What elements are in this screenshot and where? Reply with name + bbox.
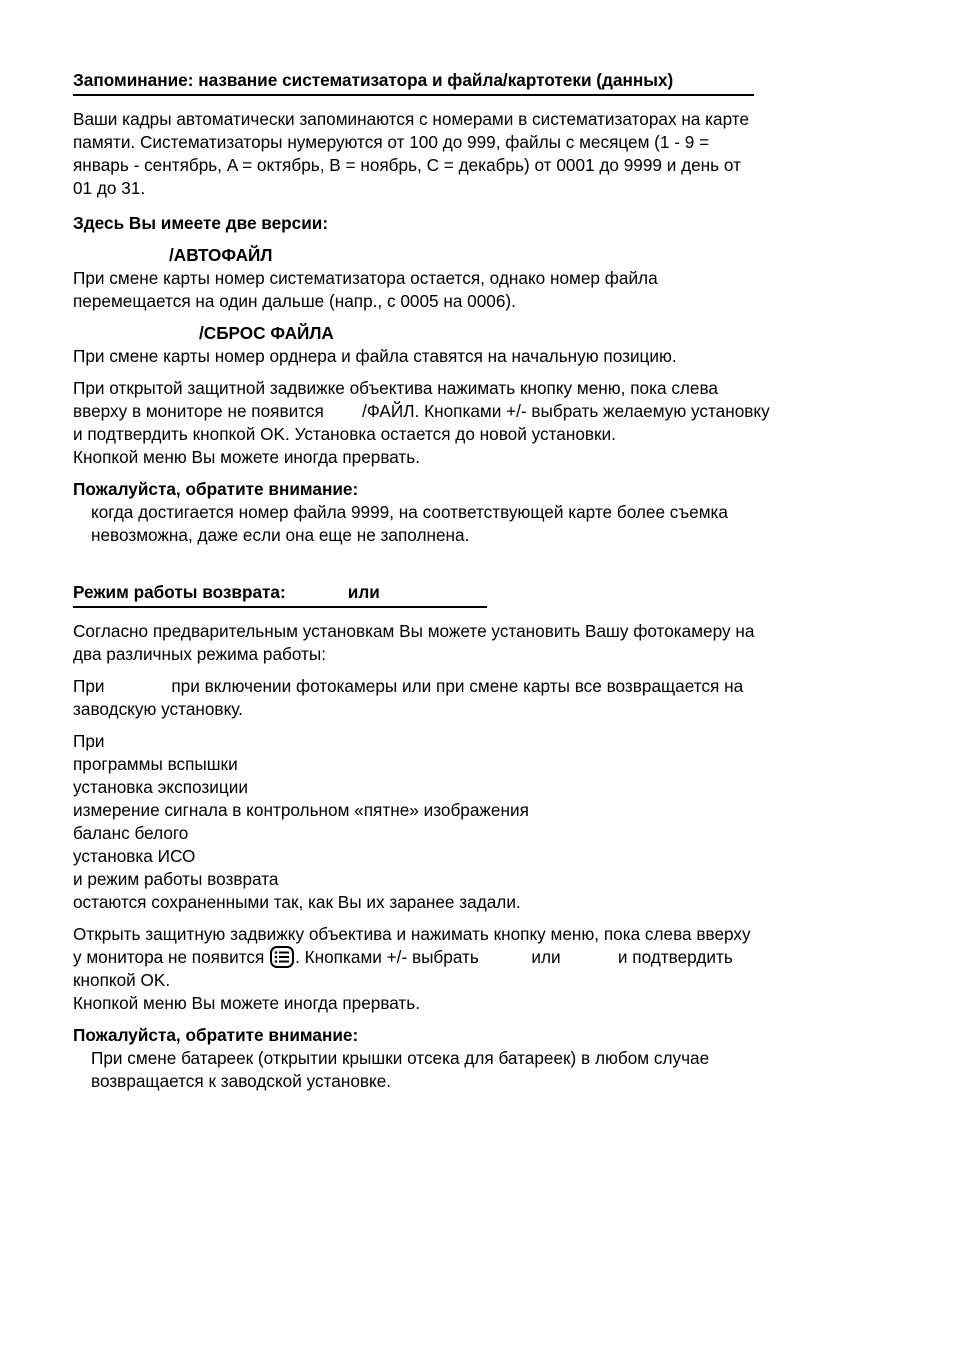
paragraph-line: Согласно предварительным установкам Вы можете установить Вашу фотокамеру на — [73, 621, 755, 641]
paragraph-line: два различных режима работы: — [73, 644, 327, 664]
section-heading-reset-mode: Режим работы возврата: или — [73, 581, 487, 608]
option-file-reset-title: /СБРОС ФАЙЛА — [199, 323, 334, 343]
list-line: баланс белого — [73, 823, 189, 843]
menu-list-icon — [270, 946, 294, 968]
paragraph-line: Ваши кадры автоматически запоминаются с номерами в систематизаторах на карте — [73, 109, 750, 129]
paragraph-line: При при включении фотокамеры или при смене карты все возвращается на — [73, 676, 744, 696]
list-line: установка экспозиции — [73, 777, 248, 797]
list-line: установка ИСО — [73, 846, 196, 866]
list-line: При — [73, 731, 105, 751]
paragraph-line: памяти. Систематизаторы нумеруются от 100 до 999, файлы с месяцем (1 - 9 = — [73, 132, 710, 152]
note-line: невозможна, даже если она еще не заполнена. — [91, 525, 470, 545]
list-line: и режим работы возврата — [73, 869, 279, 889]
paragraph-line: 01 до 31. — [73, 178, 146, 198]
paragraph-line: При открытой защитной задвижке объектива нажимать кнопку меню, пока слева — [73, 378, 718, 398]
text-fragment: . Кнопками +/- выбрать или и подтвердить — [295, 947, 733, 967]
paragraph-line: Кнопкой меню Вы можете иногда прервать. — [73, 447, 421, 467]
option-autofile-title: /АВТОФАЙЛ — [169, 245, 273, 265]
paragraph-line: Открыть защитную задвижку объектива и нажимать кнопку меню, пока слева вверху — [73, 924, 751, 944]
paragraph-line: январь - сентябрь, A = октябрь, B = ноябрь, C = декабрь) от 0001 до 9999 и день от — [73, 155, 741, 175]
list-line: измерение сигнала в контрольном «пятне» изображения — [73, 800, 529, 820]
text-fragment: у монитора не появится — [73, 947, 270, 967]
paragraph-line: кнопкой OK. — [73, 970, 171, 990]
note-line: возвращается к заводской установке. — [91, 1071, 392, 1091]
note-heading: Пожалуйста, обратите внимание: — [73, 479, 359, 499]
paragraph-line: и подтвердить кнопкой OK. Установка остается до новой установки. — [73, 424, 616, 444]
list-line: остаются сохраненными так, как Вы их заранее задали. — [73, 892, 521, 912]
section-heading-file-naming: Запоминание: название систематизатора и файла/картотеки (данных) — [73, 69, 754, 96]
paragraph-line: При смене карты номер систематизатора остается, однако номер файла — [73, 268, 658, 288]
note-line: когда достигается номер файла 9999, на соответствующей карте более съемка — [91, 502, 728, 522]
paragraph-line: вверху в мониторе не появится /ФАЙЛ. Кнопками +/- выбрать желаемую установку — [73, 401, 770, 421]
note-heading: Пожалуйста, обратите внимание: — [73, 1025, 359, 1045]
list-line: программы вспышки — [73, 754, 238, 774]
paragraph-line — [73, 946, 893, 969]
paragraph-line: При смене карты номер орднера и файла ставятся на начальную позицию. — [73, 346, 677, 366]
note-line: При смене батареек (открытии крышки отсека для батареек) в любом случае — [91, 1048, 710, 1068]
paragraph-line: заводскую установку. — [73, 699, 243, 719]
paragraph-line: перемещается на один дальше (напр., с 0005 на 0006). — [73, 291, 516, 311]
versions-heading: Здесь Вы имеете две версии: — [73, 213, 329, 233]
paragraph-line: Кнопкой меню Вы можете иногда прервать. — [73, 993, 421, 1013]
document-page — [73, 69, 893, 1093]
